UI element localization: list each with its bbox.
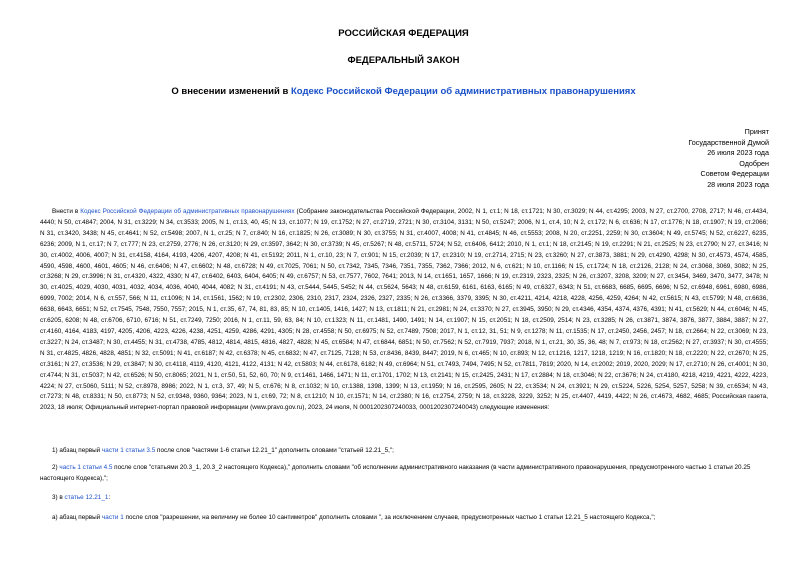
subitem-a-text: после слов "разрешении, на величину не более 10 сантиметров" дополнить словами ", за исключением случаев, предусмотренных частью 1 статьи 12.21_5 настоящего Кодекса,"; xyxy=(123,514,656,521)
document-type-heading: ФЕДЕРАЛЬНЫЙ ЗАКОН xyxy=(347,55,460,66)
subitem-a-link[interactable]: части 1 xyxy=(102,514,124,521)
item-3-text: : xyxy=(108,494,111,501)
amendment-subitem-a xyxy=(40,513,768,524)
adoption-line: 28 июля 2023 года xyxy=(707,179,769,189)
item-1-link[interactable]: части 1 статьи 3.5 xyxy=(102,447,156,454)
item-3-link[interactable]: статье 12.21_1 xyxy=(64,494,109,501)
amendment-item-3 xyxy=(40,493,768,504)
intro-prefix: Внести в xyxy=(52,208,81,215)
title-code-link[interactable]: Кодекс Российской Федерации об административных правонарушениях xyxy=(290,86,636,97)
item-1-text: после слов "частями 1-6 статьи 12.21_1" дополнить словами "статьей 12.21_5,"; xyxy=(155,447,394,454)
subitem-a-prefix: а) абзац первый xyxy=(52,514,102,521)
adoption-block xyxy=(569,127,769,191)
item-2-link[interactable]: часть 1 статьи 4.5 xyxy=(59,464,113,471)
item-1-prefix: 1) абзац первый xyxy=(52,447,102,454)
item-3-prefix: 3) в xyxy=(52,494,65,501)
adoption-line: 26 июля 2023 года xyxy=(707,148,769,158)
country-heading: РОССИЙСКАЯ ФЕДЕРАЦИЯ xyxy=(338,28,469,39)
intro-text: (Собрание законодательства Российской Федерации, 2002, N 1, ст.1; N 18, ст.1721; N 30, ст.3029; N 44, ст.4295; 2003, N 27, ст.2700, 2708, 2717; N 46, ст.4434, 4440; N 50, ст.4847; 2004, N 31, ст.3229; N 34, ст.3533; 2005, N 1, ст.13, 40, 45; N 13, ст.1077; N 19, ст.1752; N 27, ст.2719, 2721; N 30, ст.3104, 3131; N 50, ст.5247; 2006, N 1, ст.4, 10; N 2, ст.172; N 6, ст.636; N 17, ст.1776; N 18, ст.1907; N 19, ст.2066; N 31, ст.3420, 3438; N 45, ст.4641; N 52, ст.5498; 2007, N 1, ст.25; N 7, ст.840; N 16, ст.1825; N 26, ст.3089; N 30, ст.3755; N 31, ст.4007, 4008; N 41, ст.4845; N 46, ст.5553; 2008, N 20, ст.2251, 2259; N 30, ст.3604; N 49, ст.5745; N 52, ст.6227, 6235, 6236; 2009, N 1, ст.17; N 7, ст.777; N 23, ст.2759, 2776; N 26, ст.3120; N 29, ст.3597, 3642; N 30, ст.3739; N 45, ст.5267; N 48, ст.5711, 5724; N 52, ст.6406, 6412; 2010, N 1, ст.1; N 18, ст.2145; N 19, ст.2291; N 21, ст.2525; N 23, ст.2790; N 27, ст.3416; N 30, ст.4002, 4006, 4007; N 31, ст.4158, 4164, 4193, 4206, 4207, 4208; N 41, ст.5192; 2011, N 1, ст.10, 23; N 7, ст.901; N 15, ст.2039; N 17, ст.2310; N 19, ст.2714, 2715; N 23, ст.3260; N 27, ст.3873, 3881; N 29, ст.4290, 4298; N 30, ст.4573, 4574, 4585, 4590, 4598, 4600, 4601, 4605; N 46, ст.6406; N 47, ст.6602; N 48, ст.6728; N 49, ст.7025, 7061; N 50, ст.7342, 7345, 7346, 7351, 7355, 7362, 7366; 2012, N 6, ст.621; N 10, ст.1166; N 15, ст.1724; N 18, ст.2126, 2128; N 24, ст.3068, 3069, 3082; N 25, ст.3268; N 29, ст.3996; N 31, ст.4320, 4322, 4330; N 47, ст.6402, 6403, 6404, 6405; N 49, ст.6757; N 53, ст.7577, 7602, 7641; 2013, N 14, ст.1651, 1657, 1666; N 19, ст.2319, 2323, 2325; N 26, ст.3207, 3208, 3209; N 27, ст.3454, 3469, 3470, 3477, 3478; N 30, ст.4025, 4029, 4030, 4031, 4032, 4034, 4036, 4040, 4044, 4082; N 31, ст.4191; N 43, ст.5444, 5445, 5452; N 44, ст.5624, 5643; N 48, ст.6159, 6161, 6163, 6165; N 49, ст.6327, 6343; N 51, ст.6683, 6685, 6695, 6696; N 52, ст.6948, 6961, 6980, 6986, 6999, 7002; 2014, N 6, ст.557, 566; N 11, ст.1096; N 14, ст.1561, 1562; N 19, ст.2302, 2306, 2310, 2317, 2324, 2326, 2327, 2335; N 26, ст.3366, 3379, 3395; N 30, ст.4211, 4214, 4218, 4228, 4256, 4259, 4264; N 42, ст.5615; N 43, ст.5799; N 48, ст.6636, 6638, 6643, 6651; N 52, ст.7545, 7548, 7550, 7557; 2015, N 1, ст.35, 67, 74, 81, 83, 85; N 10, ст.1405, 1416, 1427; N 13, ст.1811; N 21, ст.2981; N 24, ст.3370; N 27, ст.3945, 3950; N 29, ст.4346, 4354, 4374, 4376, 4391; N 41, ст.5629; N 44, ст.6046; N 45, ст.6205, 6208; N 48, ст.6706, 6710, 6716; N 51, ст.7249, 7250; 2016, N 1, ст.11, 59, 63, 84; N 10, ст.1323; N 11, ст.1481, 1490, 1491; N 14, ст.1907; N 15, ст.2051; N 18, ст.2509, 2514; N 23, ст.3285; N 26, ст.3871, 3874, 3876, 3877, 3884, 3887; N 27, ст.4160, 4164, 4183, 4197, 4205, 4206, 4223, 4226, 4238, 4251, 4259, 4286, 4291, 4305; N 28, ст.4558; N 50, ст.6975; N 52, ст.7489, 7508; 2017, N 1, ст.12, 31, 51; N 9, ст.1278; N 11, ст.1535; N 17, ст.2450, 2456, 2457; N 18, ст.2664; N 22, ст.3069; N 23, ст.3227; N 24, ст.3487; N 30, ст.4455; N 31, ст.4738, 4785, 4812, 4814, 4815, 4816, 4827, 4828; N 45, ст.6584; N 47, ст.6844, 6851; N 50, ст.7562; N 52, ст.7919, 7937; 2018, N 1, ст.21, 30, 35, 36, 48; N 7, ст.973; N 18, ст.2562; N 27, ст.3937; N 30, ст.4555; N 31, ст.4825, 4826, 4828, 4851; N 32, ст.5091; N 41, ст.6187; N 42, ст.6378; N 45, ст.6832; N 47, ст.7125, 7128; N 53, ст.8436, 8439, 8447; 2019, N 6, ст.465; N 10, ст.893; N 12, ст.1216, 1217, 1218, 1219; N 16, ст.1820; N 18, ст.2220; N 22, ст.2670; N 25, ст.3161; N 27, ст.3536; N 29, ст.3847; N 30, ст.4118, 4119, 4120, 4121, 4122, 4131; N 42, ст.5803; N 44, ст.6178, 6182; N 49, ст.6964; N 51, ст.7493, 7494, 7495; N 52, ст.7811, 7819; 2020, N 14, ст.2002; 2019, 2020, 2029; N 17, ст.2710; N 26, ст.4001; N 30, ст.4744; N 31, ст.5037; N 42, ст.6526; N 50, ст.8065; 2021, N 1, ст.50, 51, 52, 60, 70; N 9, ст.1461, 1466, 1471; N 11, ст.1701, 1702; N 13, ст.2141; N 15, ст.2425, 2431; N 17, ст.2884; N 18, ст.3046; N 22, ст.3676; N 24, ст.4180, 4218, 4219, 4221, 4222, 4223, 4224; N 27, ст.5060, 5111; N 52, ст.8978, 8986; 2022, N 1, ст.3, 37, 49; N 5, ст.676; N 8, ст.1032; N 10, ст.1388, 1398, 1399; N 13, ст.1959; N 16, ст.2595, 2605; N 22, ст.3534; N 24, ст.3921; N 29, ст.5224, 5226, 5254, 5257, 5258; N 39, ст.6534; N 43, ст.7273; N 48, ст.8331; N 50, ст.8773; N 52, ст.9348, 9360, 9364; 2023, N 1, ст.69, 72; N 8, ст.1210; N 10, ст.1571; N 14, ст.2380; N 16, ст.2754, 2759; N 18, ст.3228, 3229, 3252; N 25, ст.4407, 4419, 4422; N 26, ст.4673, 4682, 4685; Российская газета, 2023, 18 июля; Официальный интернет-портал правовой информации (www.pravo.gov.ru), 2023, 24 июля, N 0001202307240033, 0001202307240043) следующие изменения: xyxy=(40,208,768,412)
intro-paragraph xyxy=(40,207,768,414)
item-2-prefix: 2) xyxy=(52,464,60,471)
adoption-line: Принят xyxy=(744,127,769,136)
adoption-line: Государственной Думой xyxy=(688,137,769,147)
document-title xyxy=(0,86,807,97)
adoption-line: Одобрен xyxy=(739,158,769,168)
amendment-item-1 xyxy=(40,446,768,457)
item-2-text: после слов "статьями 20.3_1, 20.3_2 настоящего Кодекса)," дополнить словами "об исполнении административного наказания (в части административного правонарушения, предусмотренного частью 1 статьи 20.25 настоящего Кодекса),"; xyxy=(40,464,751,482)
amendment-item-2 xyxy=(40,463,768,485)
intro-code-link[interactable]: Кодекс Российской Федерации об административных правонарушениях xyxy=(80,208,295,215)
title-prefix: О внесении изменений в xyxy=(171,86,291,97)
adoption-line: Советом Федерации xyxy=(700,169,769,179)
